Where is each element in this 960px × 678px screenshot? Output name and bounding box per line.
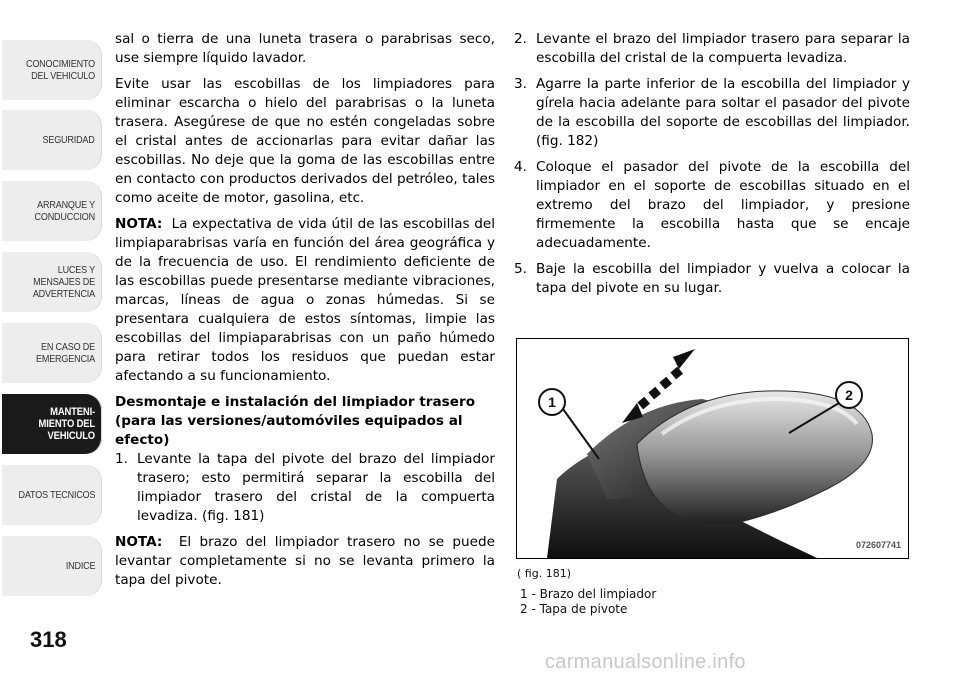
list-number: 4.: [514, 159, 527, 175]
callout-label-2: 2: [845, 387, 853, 403]
note-text: El brazo del limpiador trasero no se puede levantar completamente si no se levanta primero la tapa del pivote.: [115, 534, 495, 588]
left-column: [115, 30, 495, 590]
list-item: [115, 450, 495, 526]
legend-item: 1 - Brazo del limpiador: [520, 587, 657, 601]
figure-legend: [520, 587, 656, 617]
tab-label: LUCES Y MENSAJES DE ADVERTENCIA: [32, 264, 95, 300]
list-item: [514, 30, 910, 68]
figure-code: 072607741: [855, 540, 901, 550]
tab-label: ARRANQUE Y CONDUCCION: [34, 199, 95, 223]
tab-mantenimiento-del-vehiculo[interactable]: [2, 394, 102, 454]
list-text: Levante la tapa del pivote del brazo del limpiador trasero; esto permitirá separar la escobilla del limpiador trasero del cristal de la compuerta levadiza. (fig. 181): [137, 451, 495, 524]
watermark-text: carmanualsonline.info: [545, 651, 746, 673]
tab-label: INDICE: [65, 560, 95, 572]
list-number: 1.: [115, 451, 128, 467]
list-text: Coloque el pasador del pivote de la escobilla del limpiador en el soporte de escobillas situado en el extremo del brazo del limpiador, y presione firmemente la escobilla hasta que se encaje adecuadamente.: [536, 159, 910, 251]
figure-caption: ( fig. 181): [517, 567, 571, 580]
paragraph: Evite usar las escobillas de los limpiadores para eliminar escarcha o hielo del parabrisas o la luneta trasera. Asegúrese de que no estén congeladas sobre el cristal antes de accionarlas para evitar dañar las escobillas. No deje que la goma de las escobillas entre en contacto con productos derivados del petróleo, tales como aceite de motor, gasolina, etc.: [115, 76, 495, 206]
tab-seguridad[interactable]: [2, 110, 102, 170]
paragraph: sal o tierra de una luneta trasera o parabrisas seco, use siempre líquido lavador.: [115, 31, 495, 66]
callout-label-1: 1: [548, 394, 556, 410]
list-number: 2.: [514, 31, 527, 47]
list-text: Agarre la parte inferior de la escobilla del limpiador y gírela hacia adelante para soltar el pasador del pivote de la escobilla del soporte de escobillas del limpiador. (fig. 182): [536, 76, 910, 149]
list-item: [514, 75, 910, 151]
list-item: [514, 260, 910, 298]
tab-label: DATOS TECNICOS: [18, 489, 95, 501]
page-number: 318: [30, 627, 67, 652]
tab-en-caso-de-emergencia[interactable]: [2, 323, 102, 383]
tab-label: SEGURIDAD: [42, 134, 95, 146]
list-text: Levante el brazo del limpiador trasero para separar la escobilla del cristal de la compuerta levadiza.: [536, 31, 910, 66]
tab-indice[interactable]: [2, 536, 102, 596]
note-paragraph: [115, 533, 495, 590]
legend-item: 2 - Tapa de pivote: [520, 602, 628, 616]
tab-datos-tecnicos[interactable]: [2, 465, 102, 525]
tab-label: EN CASO DE EMERGENCIA: [36, 341, 95, 365]
note-label: NOTA:: [115, 534, 163, 550]
figure-wiper-illustration: [516, 338, 909, 559]
list-number: 5.: [514, 261, 527, 277]
note-text: La expectativa de vida útil de las escobillas del limpiaparabrisas varía en función del área geográfica y de la frecuencia de uso. El rendimiento deficiente de las escobillas puede presentarse mediante vibraciones, marcas, líneas de agua o zonas húmedas. Si se presentara cualquiera de estos síntomas, limpie las escobillas del limpiaparabrisas con un paño húmedo para retirar todos los residuos que puedan estar afectando a su funcionamiento.: [115, 216, 495, 384]
wiper-drawing: [517, 339, 908, 558]
tab-conocimiento-del-vehiculo[interactable]: [2, 40, 102, 100]
tab-label: MANTENI- MIENTO DEL VEHICULO: [38, 406, 95, 442]
list-text: Baje la escobilla del limpiador y vuelva a colocar la tapa del pivote en su lugar.: [536, 261, 910, 296]
tab-label: CONOCIMIENTO DEL VEHICULO: [25, 58, 96, 82]
note-label: NOTA:: [115, 216, 163, 232]
chapter-sidebar: [0, 0, 104, 620]
list-number: 3.: [514, 76, 527, 92]
list-item: [514, 158, 910, 253]
tab-arranque-y-conduccion[interactable]: [2, 181, 102, 241]
tab-luces-y-mensajes[interactable]: [2, 252, 102, 312]
note-paragraph: [115, 215, 495, 386]
section-heading: Desmontaje e instalación del limpiador trasero (para las versiones/automóviles equipados al efecto): [115, 394, 476, 448]
right-column: [514, 30, 910, 305]
